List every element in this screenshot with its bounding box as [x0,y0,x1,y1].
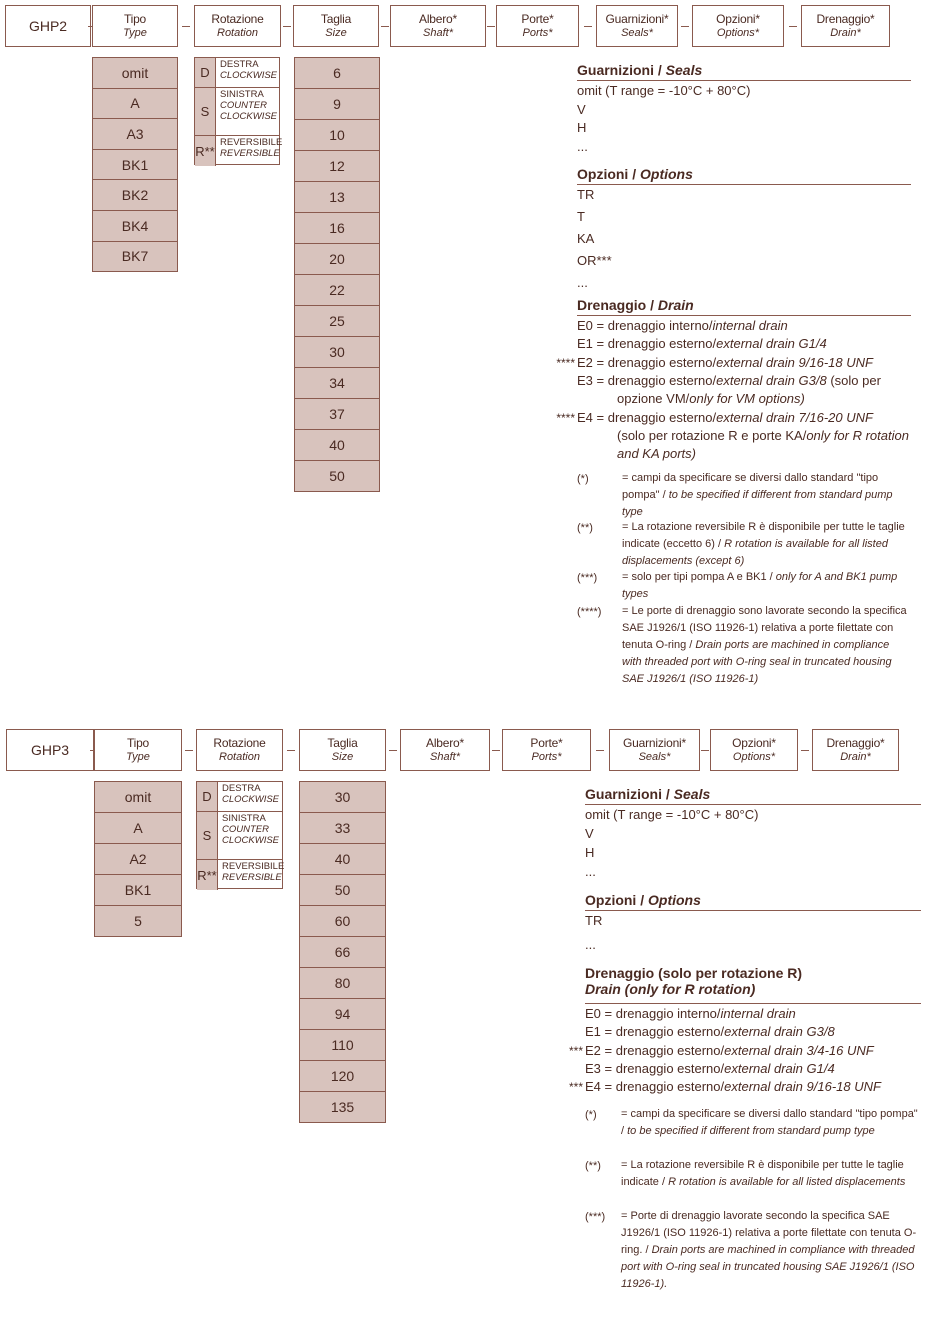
ghp3-header-type [94,729,182,771]
ghp3-rotation-list [196,781,283,889]
ghp2-header-seals [596,5,678,47]
ghp3-drain-it: E0 = drenaggio interno/ [585,1006,721,1021]
ghp2-options-title-rule [577,184,911,185]
ghp3-rotation-text [222,783,280,805]
ghp3-size-cell: 60 [299,905,386,937]
ghp3-note-key: (*) [585,1108,597,1121]
ghp2-header-size-en: Size [325,26,347,39]
ghp2-rotation-item [195,88,279,136]
ghp3-note-en: R rotation is available for all listed displacements [668,1175,906,1188]
ghp3-options-title-en: Options [648,892,701,908]
ghp3-size-cell: 30 [299,781,386,813]
ghp2-drain-it: opzione VM/ [617,391,690,407]
ghp3-options-title-it: Opzioni / [585,892,648,908]
ghp2-seals-title [577,62,911,78]
ghp2-seal-option: V [577,101,586,117]
ghp2-header-type-it: Tipo [123,11,147,26]
ghp3-model-box [6,729,94,771]
ghp3-header-size [299,729,386,771]
ghp3-header-size-en: Size [331,750,354,763]
ghp3-note-it: = La rotazione reversibile R è disponibile per tutte le taglie indicate / [621,1158,904,1188]
ghp2-note-en: only for A and BK1 pump types [622,571,898,601]
ghp3-note-text [621,1208,921,1293]
ghp2-drain-it: (solo per rotazione R e porte KA/ [617,427,807,443]
ghp2-rotation-it: DESTRA [220,59,259,70]
ghp2-rotation-en: REVERSIBLE [220,148,280,159]
ghp3-drain-item [585,1079,881,1095]
ghp2-seal-option: omit (T range = -10°C + 80°C) [577,83,751,98]
ghp3-size-cell: 94 [299,998,386,1030]
ghp2-drain-item [577,446,696,462]
ghp3-header-seals-en: Seals* [638,750,671,763]
ghp2-rotation-it: REVERSIBILE [220,137,283,148]
ghp3-rotation-item [197,860,285,890]
ghp3-size-cell: 135 [299,1091,386,1123]
ghp3-seals-title-en: Seals [673,786,711,802]
ghp3-connector [492,750,500,751]
ghp2-rotation-letter: R** [195,136,216,166]
ghp2-drain-item [577,355,873,371]
ghp2-connector [584,26,592,27]
ghp2-seals-title-rule [577,80,911,81]
ghp3-note-key: (***) [585,1210,606,1223]
ghp2-drain-item [577,410,873,426]
ghp3-header-ports-it: Porte* [530,735,563,750]
ghp2-options-title-en: Options [640,166,693,182]
ghp2-size-cell: 40 [294,429,380,461]
ghp2-header-size-it: Taglia [320,11,352,26]
ghp2-header-ports [496,5,579,47]
ghp2-seal-option: ... [577,138,588,154]
ghp3-connector [801,750,809,751]
ghp2-connector [182,26,190,27]
ghp2-note-key: (**) [577,522,593,535]
ghp2-rotation-text [220,137,283,159]
ghp2-rotation-en: CLOCKWISE [220,70,278,81]
ghp2-drain-en: external drain 7/16-20 UNF [716,409,873,425]
ghp2-drain-en: only for R rotation [806,427,909,443]
ghp2-header-seals-en: Seals* [621,26,653,39]
ghp2-note-en: to be specified if different from standard pump type [622,489,893,519]
ghp2-header-drain-en: Drain* [830,26,861,39]
ghp2-options-title-it: Opzioni / [577,166,640,182]
ghp2-header-drain-it: Drenaggio* [816,11,875,26]
ghp3-size-cell: 110 [299,1029,386,1061]
ghp3-drain-title-rule [585,1003,921,1004]
ghp3-rotation-letter: R** [197,860,218,890]
ghp3-header-shaft-it: Albero* [426,735,464,750]
ghp2-header-size [293,5,379,47]
ghp2-drain-en: internal drain [712,318,788,333]
ghp2-note-key: (*) [577,473,589,486]
ghp3-header-options [710,729,798,771]
ghp2-drain-title-rule [577,315,911,316]
ghp2-rotation-text [220,59,277,81]
ghp3-header-rotation-it: Rotazione [213,735,266,750]
ghp2-drain-item [577,336,827,352]
ghp2-drain-it: E4 = drenaggio esterno/ [577,409,717,425]
ghp2-type-cell: BK4 [92,210,178,242]
ghp2-note-text [622,603,911,688]
ghp2-drain-en: and KA ports) [617,446,697,462]
ghp3-header-type-en: Type [126,750,150,763]
ghp2-type-cell: BK2 [92,179,178,211]
ghp3-connector [596,750,604,751]
ghp2-drain-title-en: Drain [657,297,694,313]
ghp2-rotation-item [195,58,279,88]
ghp3-header-type-it: Tipo [126,735,150,750]
ghp3-drain-item [585,1061,835,1077]
ghp3-drain-item [585,1043,874,1059]
ghp3-header-ports-en: Ports* [531,750,562,763]
ghp2-size-cell: 34 [294,367,380,399]
ghp3-size-cell: 40 [299,843,386,875]
ghp2-size-cell: 12 [294,150,380,182]
ghp3-seal-option: V [585,826,594,841]
ghp2-option-item: KA [577,231,595,246]
ghp2-header-seals-it: Guarnizioni* [605,11,669,26]
ghp2-drain-stars: **** [556,355,575,370]
ghp3-note-it: = Porte di drenaggio lavorate secondo la specifica SAE J1926/1 (ISO 11926-1) relativa a porte filettate con tenuta O-ring. / [621,1209,917,1256]
ghp3-rotation-it: REVERSIBILE [222,861,285,872]
ghp3-header-seals-it: Guarnizioni* [623,735,686,750]
ghp2-type-cell: BK7 [92,241,178,273]
ghp3-rotation-letter: D [197,782,218,811]
ghp2-drain-it: E2 = drenaggio esterno/ [577,354,717,370]
ghp2-size-cell: 6 [294,57,380,89]
ghp3-options-title [585,892,921,908]
ghp2-model-code: GHP2 [28,17,68,34]
ghp2-note-en: Drain ports are machined in compliance with threaded port with O-ring seal in truncated housing SAE J1926/1 (ISO 11926-1) [622,639,892,686]
ghp3-header-ports [502,729,591,771]
ghp2-drain-en: only for VM options) [689,391,805,407]
ghp3-connector [389,750,397,751]
ghp2-rotation-text [220,89,277,122]
ghp3-note-key: (**) [585,1159,601,1172]
ghp2-type-cell: A3 [92,118,178,150]
ghp3-note-en: Drain ports are machined in compliance with threaded port with O-ring seal in truncated housing SAE J1926/1 (ISO 11926-1). [621,1243,915,1290]
ghp2-connector [487,26,495,27]
ghp2-connector [681,26,689,27]
ghp2-drain-item [577,373,881,389]
ghp2-size-cell: 20 [294,243,380,275]
ghp3-drain-it: E1 = drenaggio esterno/ [585,1024,725,1040]
ghp2-note-key: (****) [577,606,602,619]
ghp2-drain-en: external drain G3/8 [716,372,827,388]
ghp3-rotation-it: DESTRA [222,783,261,794]
ghp2-options-title [577,166,911,182]
ghp2-note-en: R rotation is available for all listed displacements (except 6) [622,538,888,568]
ghp2-connector [381,26,389,27]
ghp3-type-cell: A [94,812,182,844]
ghp2-size-cell: 22 [294,274,380,306]
ghp2-drain-item [577,391,805,407]
ghp3-size-cell: 66 [299,936,386,968]
ghp2-rotation-it: SINISTRA [220,89,264,100]
ghp3-connector [185,750,193,751]
ghp3-rotation-it: SINISTRA [222,813,266,824]
ghp2-rotation-letter: S [195,88,216,135]
ghp3-size-cell: 33 [299,812,386,844]
ghp3-rotation-en: REVERSIBLE [222,872,282,883]
ghp3-drain-en: external drain 3/4-16 UNF [724,1042,874,1058]
ghp2-size-cell: 10 [294,119,380,151]
ghp3-size-cell: 50 [299,874,386,906]
ghp3-type-cell: A2 [94,843,182,875]
ghp2-note-text [622,569,911,603]
ghp3-rotation-item [197,812,282,860]
ghp3-header-drain-it: Drenaggio* [826,735,885,750]
ghp3-drain-en: internal drain [720,1006,796,1021]
ghp3-rotation-text [222,861,285,883]
ghp3-drain-title [585,965,921,997]
ghp2-seals-title-en: Seals [665,62,703,78]
ghp2-connector [789,26,797,27]
ghp3-seals-title [585,786,921,802]
ghp2-rotation-en: COUNTER CLOCKWISE [220,100,278,122]
ghp3-drain-it: E3 = drenaggio esterno/ [585,1060,725,1076]
ghp2-header-shaft [390,5,486,47]
ghp2-note-it: = Le porte di drenaggio sono lavorate secondo la specifica SAE J1926/1 (ISO 11926-1) relativa a porte filettate con tenuta O-ring / [622,605,907,652]
ghp3-rotation-en: COUNTER CLOCKWISE [222,824,280,846]
ghp3-drain-item [585,1006,796,1022]
ghp2-type-cell: BK1 [92,149,178,181]
ghp3-option-item: TR [585,913,603,928]
ghp3-type-cell: BK1 [94,874,182,906]
ghp2-note-it: = La rotazione reversibile R è disponibile per tutte le taglie indicate (eccetto 6) / [622,521,905,551]
ghp3-options-title-rule [585,910,921,911]
ghp3-seals-title-it: Guarnizioni / [585,786,674,802]
ghp3-note-text [621,1157,921,1191]
ghp2-header-options-it: Opzioni* [716,11,760,26]
ghp3-header-shaft-en: Shaft* [430,750,460,763]
ghp2-note-it: = campi da specificare se diversi dallo standard "tipo pompa" / [622,472,879,502]
ghp2-header-rotation-en: Rotation [217,26,258,39]
ghp2-size-cell: 16 [294,212,380,244]
ghp2-header-options-en: Options* [716,26,760,39]
ghp2-type-cell: A [92,88,178,120]
ghp3-drain-en: external drain 9/16-18 UNF [724,1079,881,1095]
ghp2-size-cell: 13 [294,181,380,213]
ghp3-header-drain [812,729,899,771]
ghp2-header-shaft-en: Shaft* [423,26,453,39]
ghp3-header-options-it: Opzioni* [732,735,776,750]
ghp2-drain-it: E0 = drenaggio interno/ [577,318,713,333]
ghp3-rotation-item [197,782,282,812]
ghp2-rotation-list [194,57,283,165]
ghp2-note-key: (***) [577,572,598,585]
ghp2-size-cell: 9 [294,88,380,120]
ghp2-size-cell: 30 [294,336,380,368]
ghp2-seals-title-it: Guarnizioni / [577,62,666,78]
ghp2-drain-title [577,297,911,313]
ghp2-header-type [92,5,178,47]
ghp3-header-drain-en: Drain* [840,750,871,763]
ghp3-model-code: GHP3 [30,741,70,758]
ghp2-type-cell: omit [92,57,178,89]
ghp3-seal-option: omit (T range = -10°C + 80°C) [585,807,759,822]
ghp2-drain-stars: **** [556,410,575,425]
ghp3-drain-stars: *** [568,1043,583,1058]
ghp3-header-rotation-en: Rotation [219,750,260,763]
ghp2-drain-en: external drain G1/4 [716,336,827,352]
ghp3-rotation-letter: S [197,812,218,859]
ghp2-note-text [622,519,911,570]
ghp2-drain-title-it: Drenaggio / [577,297,658,313]
ghp2-header-options [692,5,784,47]
ghp2-drain-item [577,318,788,334]
ghp3-seals-title-rule [585,804,921,805]
ghp3-drain-stars: *** [568,1080,583,1095]
ghp2-option-item: OR*** [577,253,612,268]
ghp2-size-cell: 25 [294,305,380,337]
ghp2-option-item: T [577,209,585,224]
ghp3-header-size-it: Taglia [327,735,358,750]
ghp2-rotation-item [195,136,283,166]
ghp3-header-options-en: Options* [732,750,776,763]
ghp2-connector [283,26,291,27]
ghp2-seal-option: H [577,120,587,135]
ghp3-drain-item [585,1024,835,1040]
ghp3-drain-en: external drain G3/8 [724,1024,835,1040]
ghp2-rotation-letter: D [195,58,216,87]
ghp2-note-text [622,470,911,521]
ghp3-seal-option: ... [585,864,596,879]
ghp3-size-cell: 120 [299,1060,386,1092]
ghp3-seal-option: H [585,845,595,860]
ghp3-connector [701,750,709,751]
ghp3-header-rotation [196,729,283,771]
ghp3-type-cell: 5 [94,905,182,937]
ghp2-header-type-en: Type [123,26,147,39]
ghp2-option-item: TR [577,187,595,202]
ghp2-size-cell: 50 [294,460,380,492]
ghp2-header-rotation-it: Rotazione [211,11,264,26]
ghp3-drain-it: E4 = drenaggio esterno/ [585,1079,725,1095]
ghp3-type-cell: omit [94,781,182,813]
ghp2-size-cell: 37 [294,398,380,430]
ghp2-model-box [5,5,91,47]
ghp3-header-seals [609,729,700,771]
ghp2-note-it: = solo per tipi pompa A e BK1 / [622,571,776,584]
ghp2-drain-en: external drain 9/16-18 UNF [716,354,873,370]
ghp3-drain-it: E2 = drenaggio esterno/ [585,1042,725,1058]
ghp3-drain-title-it: Drenaggio (solo per rotazione R) [585,965,803,981]
ghp3-header-shaft [400,729,490,771]
ghp2-header-rotation [194,5,281,47]
ghp3-drain-title-en: Drain (only for R rotation) [585,981,756,997]
ghp2-option-item: ... [577,275,588,290]
ghp2-drain-it: E1 = drenaggio esterno/ [577,336,717,352]
ghp2-header-shaft-it: Albero* [419,11,457,26]
ghp3-note-text [621,1106,921,1140]
ghp3-option-item: ... [585,937,596,952]
ghp3-rotation-en: CLOCKWISE [222,794,280,805]
ghp3-size-cell: 80 [299,967,386,999]
ghp3-drain-en: external drain G1/4 [724,1060,835,1076]
ghp3-connector [287,750,295,751]
ghp2-drain-item [577,428,909,444]
ghp3-note-it: = campi da specificare se diversi dallo standard "tipo pompa" / [621,1107,918,1137]
ghp2-drain-tail: (solo per [826,372,881,388]
ghp3-rotation-text [222,813,280,846]
ghp2-header-ports-en: Ports* [522,26,553,39]
ghp2-drain-it: E3 = drenaggio esterno/ [577,372,717,388]
ghp2-header-drain [801,5,890,47]
ghp3-note-en: to be specified if different from standard pump type [627,1124,875,1137]
ghp2-header-ports-it: Porte* [521,11,554,26]
